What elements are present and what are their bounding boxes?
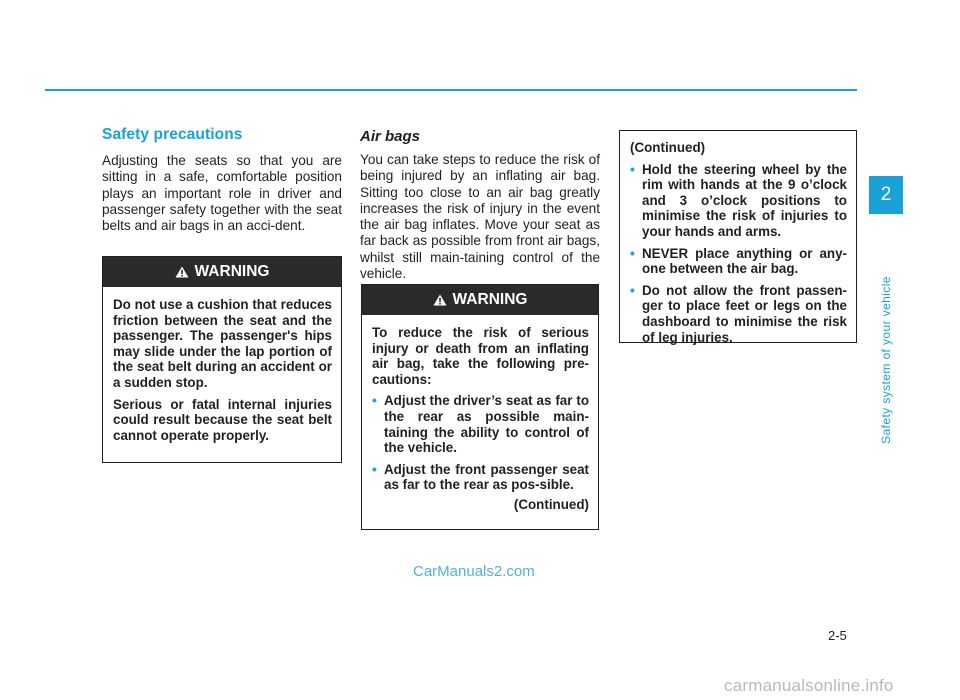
warning-body	[103, 287, 341, 453]
bullet-item: • NEVER place anything or any-one between the air bag.	[630, 246, 847, 277]
watermark-link[interactable]: CarManuals2.com	[413, 563, 535, 580]
warning-triangle-icon	[175, 266, 189, 278]
warning-box-cushion	[102, 256, 342, 463]
airbags-body-text: You can take steps to reduce the risk of being injured by an inflating air bag. Sitting too close to an air bag greatly increases the risk of injury in the event the air bag inflates. Move your seat as far back as possible from front air bags, whilst still main-taining control of the vehicle.	[360, 152, 600, 282]
subsection-title: Air bags	[360, 128, 421, 145]
warning-header	[362, 285, 598, 315]
warning-paragraph: Do not use a cushion that reduces friction between the seat and the passenger. The passenger's hips may slide under the lap portion of the seat belt during an accident or a sudden stop.	[113, 297, 332, 390]
warning-triangle-icon	[433, 294, 447, 306]
page-number: 2-5	[828, 628, 847, 643]
watermark-footer[interactable]: carmanualsonline.info	[724, 676, 894, 695]
bullet-item: • Adjust the front passenger seat as far to the rear as pos-sible.	[372, 462, 589, 493]
air-bags-section	[360, 126, 600, 282]
section-title: Safety precautions	[102, 126, 243, 143]
safety-body-text: Adjusting the seats so that you are sitting in a safe, comfortable position plays an important role in driver and passenger safety together with the seat belts and air bags in an acci-dent.	[102, 153, 342, 234]
warning-bullet-list	[372, 393, 589, 493]
warning-bullet-list	[630, 162, 847, 346]
safety-precautions-section	[102, 126, 342, 234]
warning-paragraph: Serious or fatal internal injuries could result because the seat belt cannot operate properly.	[113, 396, 332, 443]
warning-box-continued	[619, 130, 857, 343]
warning-body	[620, 131, 856, 355]
warning-intro: To reduce the risk of serious injury or death from an inflating air bag, take the following pre-cautions:	[372, 325, 589, 387]
top-rule	[45, 89, 857, 91]
continued-label: (Continued)	[513, 496, 589, 512]
warning-title: WARNING	[194, 263, 270, 280]
bullet-item: • Adjust the driver’s seat as far to the rear as possible main-taining the ability to control of the vehicle.	[372, 393, 589, 455]
warning-body	[362, 315, 598, 523]
bullet-item: • Hold the steering wheel by the rim with hands at the 9 o’clock and 3 o’clock positions to minimise the risk of injuries to your hands and arms.	[630, 162, 847, 240]
bullet-item: • Do not allow the front passen-ger to place feet or legs on the dashboard to minimise the risk of leg injuries.	[630, 283, 847, 345]
chapter-tab: 2	[869, 176, 903, 214]
continued-label: (Continued)	[630, 140, 706, 155]
warning-header	[103, 257, 341, 287]
warning-title: WARNING	[452, 291, 528, 308]
chapter-label: Safety system of your vehicle	[879, 276, 893, 444]
warning-box-airbag	[361, 284, 599, 530]
